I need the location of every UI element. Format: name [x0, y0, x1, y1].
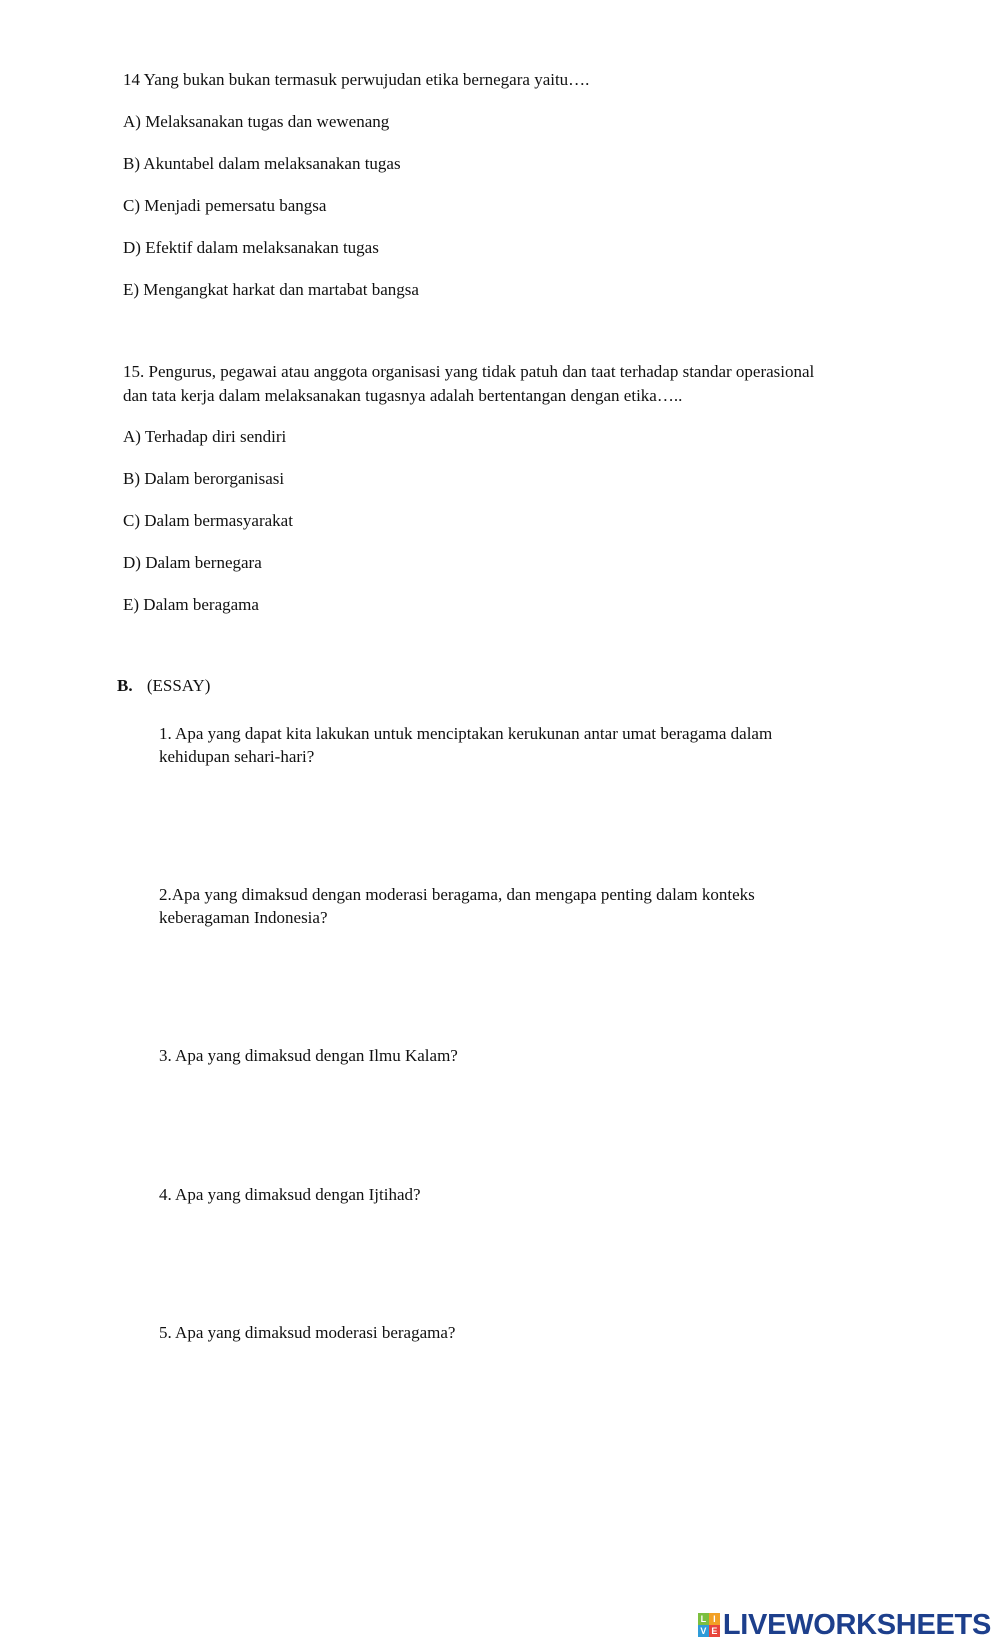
section-b-letter: B.	[117, 676, 133, 695]
logo-mark-letter: L	[698, 1613, 709, 1625]
essay-2-line2: keberagaman Indonesia?	[159, 908, 328, 927]
q14-option-b: B) Akuntabel dalam melaksanakan tugas	[123, 154, 401, 173]
section-b-title: (ESSAY)	[146, 676, 211, 695]
section-b-heading	[117, 674, 210, 697]
essay-5: 5. Apa yang dimaksud moderasi beragama?	[159, 1323, 456, 1342]
q14-option-d: D) Efektif dalam melaksanakan tugas	[123, 238, 379, 257]
q14-option-c: C) Menjadi pemersatu bangsa	[123, 196, 327, 215]
question-15-text-line2: dan tata kerja dalam melaksanakan tugasnya adalah bertentangan dengan etika…..	[123, 386, 683, 405]
liveworksheets-mark-icon	[698, 1613, 720, 1637]
question-14-text: 14 Yang bukan bukan termasuk perwujudan etika bernegara yaitu….	[123, 70, 590, 89]
q14-option-a: A) Melaksanakan tugas dan wewenang	[123, 112, 390, 131]
q15-option-b: B) Dalam berorganisasi	[123, 469, 285, 488]
q14-option-e: E) Mengangkat harkat dan martabat bangsa	[123, 280, 419, 299]
q15-option-d: D) Dalam bernegara	[123, 553, 262, 572]
essay-2-line1: 2.Apa yang dimaksud dengan moderasi beragama, dan mengapa penting dalam konteks	[159, 885, 755, 904]
logo-mark-letter: E	[709, 1625, 720, 1637]
q15-option-e: E) Dalam beragama	[123, 595, 259, 614]
essay-4: 4. Apa yang dimaksud dengan Ijtihad?	[159, 1185, 421, 1204]
logo-mark-letter: I	[709, 1613, 720, 1625]
essay-1-line1: 1. Apa yang dapat kita lakukan untuk menciptakan kerukunan antar umat beragama dalam	[159, 724, 773, 743]
logo-mark-letter: V	[698, 1625, 709, 1637]
q15-option-c: C) Dalam bermasyarakat	[123, 511, 293, 530]
liveworksheets-wordmark: LIVEWORKSHEETS	[722, 1608, 991, 1641]
question-15-text-line1: 15. Pengurus, pegawai atau anggota organisasi yang tidak patuh dan taat terhadap standar operasional	[123, 362, 815, 381]
essay-1-line2: kehidupan sehari-hari?	[159, 747, 315, 766]
q15-option-a: A) Terhadap diri sendiri	[123, 427, 287, 446]
essay-3: 3. Apa yang dimaksud dengan Ilmu Kalam?	[159, 1046, 458, 1065]
liveworksheets-logo	[698, 1608, 991, 1642]
